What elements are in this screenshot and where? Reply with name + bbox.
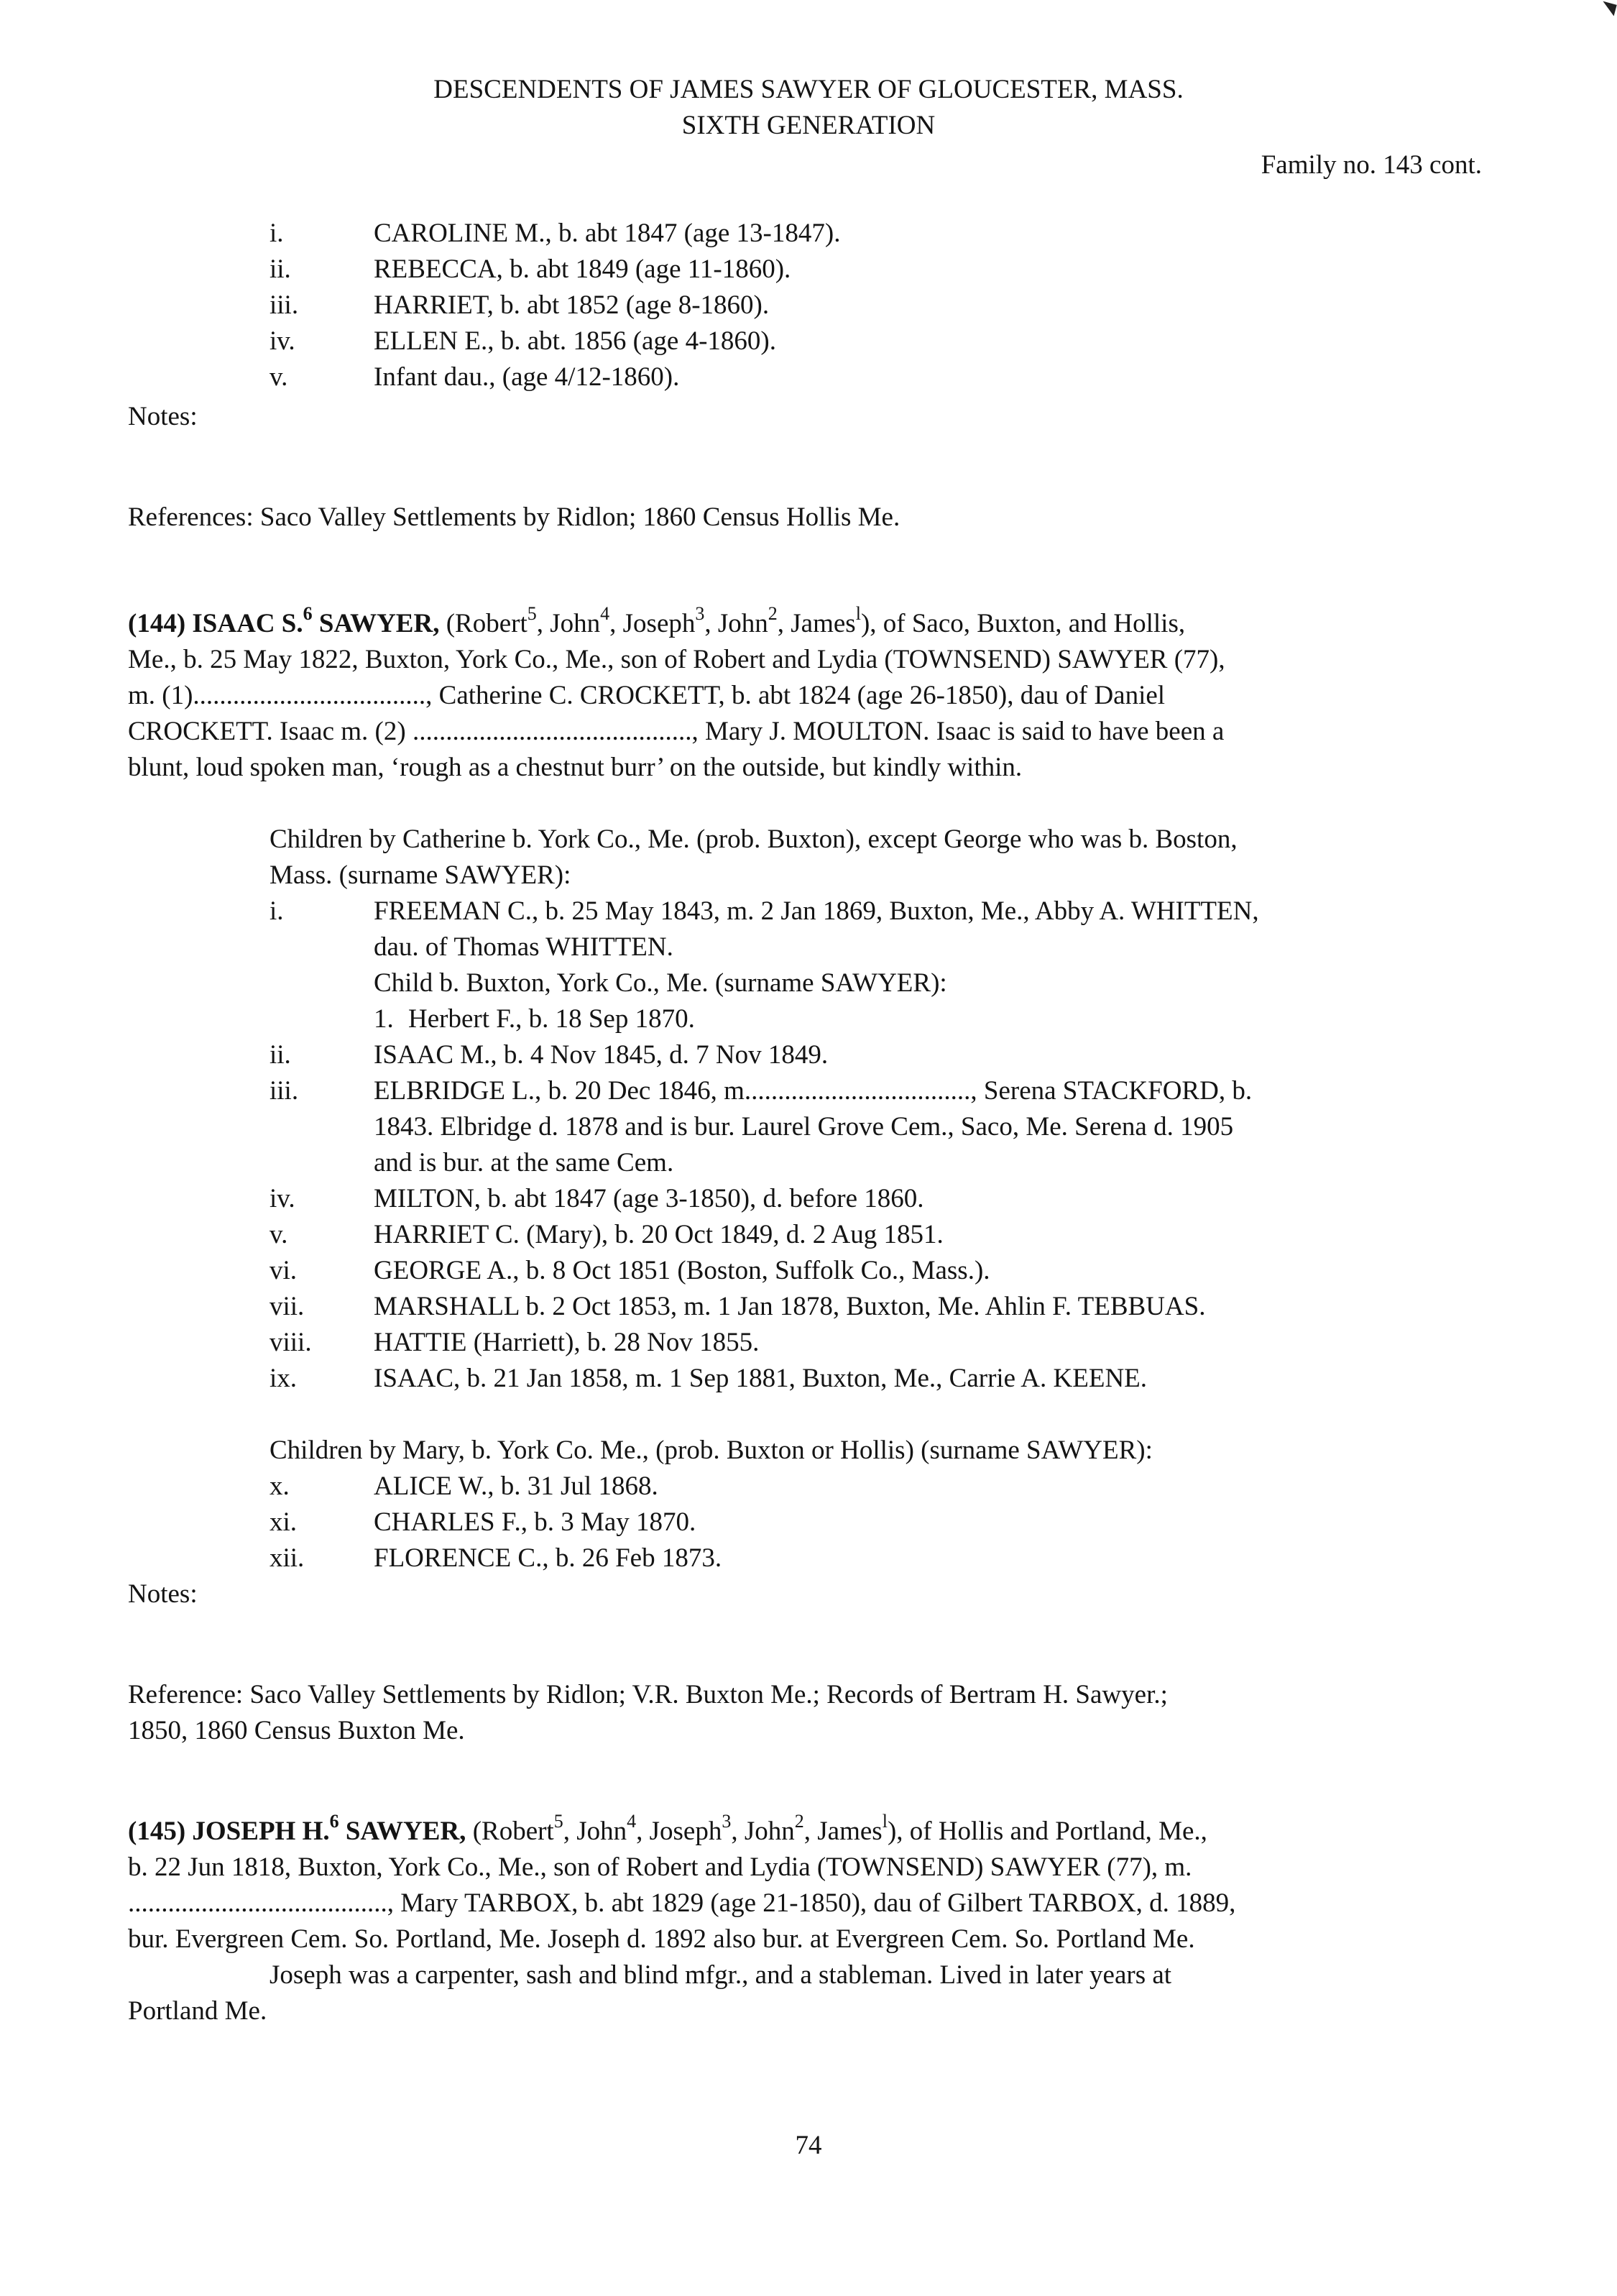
- generation-title: SIXTH GENERATION: [681, 111, 936, 140]
- children-intro: Children by Catherine b. York Co., Me. (prob. Buxton), except George who was b. Boston,: [270, 825, 1238, 854]
- paragraph-line: Me., b. 25 May 1822, Buxton, York Co., Me., son of Robert and Lydia (TOWNSEND) SAWYER (77),: [128, 645, 1225, 674]
- child-number: viii.: [270, 1328, 312, 1357]
- child-entry: CHARLES F., b. 3 May 1870.: [374, 1507, 696, 1537]
- child-entry: Infant dau., (age 4/12-1860).: [374, 362, 680, 392]
- person-name: ISAAC S.: [192, 609, 303, 638]
- child-number: iv.: [270, 326, 295, 356]
- paragraph-line: Portland Me.: [128, 1996, 267, 2026]
- ancestry: [472, 1810, 1207, 1846]
- paragraph-line: blunt, loud spoken man, ‘rough as a chestnut burr’ on the outside, but kindly within.: [128, 753, 1023, 782]
- child-entry: GEORGE A., b. 8 Oct 1851 (Boston, Suffolk Co., Mass.).: [374, 1256, 990, 1285]
- child-number: vii.: [270, 1292, 305, 1321]
- child-number: xii.: [270, 1543, 305, 1573]
- child-number: i.: [270, 219, 284, 248]
- child-entry: MARSHALL b. 2 Oct 1853, m. 1 Jan 1878, Buxton, Me. Ahlin F. TEBBUAS.: [374, 1292, 1206, 1321]
- child-number: xi.: [270, 1507, 298, 1537]
- paragraph-line: bur. Evergreen Cem. So. Portland, Me. Joseph d. 1892 also bur. at Evergreen Cem. So. Portland Me.: [128, 1924, 1195, 1954]
- ancestor-text: , James: [777, 609, 856, 638]
- ancestor-gen: 2: [768, 602, 778, 624]
- ancestor-text: , James: [803, 1817, 883, 1846]
- child-number: ii.: [270, 254, 291, 284]
- ancestor-gen: 4: [600, 602, 610, 624]
- surname: SAWYER,: [345, 1817, 466, 1846]
- notes-label: Notes:: [128, 1579, 198, 1609]
- generation-number: 6: [303, 602, 313, 624]
- child-entry: MILTON, b. abt 1847 (age 3-1850), d. before 1860.: [374, 1184, 924, 1213]
- ancestor-gen: 5: [553, 1810, 563, 1832]
- child-entry: ISAAC M., b. 4 Nov 1845, d. 7 Nov 1849.: [374, 1040, 829, 1070]
- child-entry: REBECCA, b. abt 1849 (age 11-1860).: [374, 254, 791, 284]
- references: References: Saco Valley Settlements by Ridlon; 1860 Census Hollis Me.: [128, 502, 900, 532]
- child-number: ix.: [270, 1364, 298, 1393]
- ancestor-gen: l: [882, 1810, 888, 1832]
- family-145-heading: [128, 1810, 1537, 1850]
- child-number: vi.: [270, 1256, 298, 1285]
- reference-line: 1850, 1860 Census Buxton Me.: [128, 1716, 465, 1745]
- child-entry: ELLEN E., b. abt. 1856 (age 4-1860).: [374, 326, 776, 356]
- child-entry: dau. of Thomas WHITTEN.: [374, 932, 673, 962]
- child-entry: ALICE W., b. 31 Jul 1868.: [374, 1471, 658, 1501]
- family-number: Family no. 143 cont.: [1261, 150, 1482, 180]
- ancestor-text: (Robert: [472, 1817, 554, 1846]
- ancestor-text: , John: [731, 1817, 795, 1846]
- family-144-heading: [128, 602, 1537, 642]
- ancestor-gen: 2: [794, 1810, 804, 1832]
- child-entry: HARRIET C. (Mary), b. 20 Oct 1849, d. 2 Aug 1851.: [374, 1220, 944, 1249]
- paragraph-line: ......................................., Mary TARBOX, b. abt 1829 (age 21-1850), dau of Gilbert TARBOX, d. 1889,: [128, 1888, 1236, 1918]
- child-number: v.: [270, 1220, 288, 1249]
- notes-label: Notes:: [128, 402, 198, 431]
- child-number: iv.: [270, 1184, 295, 1213]
- page-corner-mark: [1600, 1, 1616, 17]
- paragraph-line: Joseph was a carpenter, sash and blind mfgr., and a stableman. Lived in later years at: [270, 1960, 1172, 1990]
- family-id: (145): [128, 1817, 186, 1846]
- child-number: x.: [270, 1471, 290, 1501]
- reference-line: Reference: Saco Valley Settlements by Ridlon; V.R. Buxton Me.; Records of Bertram H. Sawyer.;: [128, 1680, 1168, 1709]
- paragraph-line: CROCKETT. Isaac m. (2) .........................................., Mary J. MOULTON. Isaac is said to have been a: [128, 717, 1225, 746]
- page-number: 74: [795, 2131, 822, 2160]
- ancestor-gen: 4: [627, 1810, 637, 1832]
- child-entry: FREEMAN C., b. 25 May 1843, m. 2 Jan 1869, Buxton, Me., Abby A. WHITTEN,: [374, 896, 1259, 926]
- paragraph-line: m. (1)..................................., Catherine C. CROCKETT, b. abt 1824 (age 26-1850), dau of Daniel: [128, 681, 1166, 710]
- ancestor-text: ), of Saco, Buxton, and Hollis,: [860, 609, 1186, 638]
- grandchild-entry: Herbert F., b. 18 Sep 1870.: [408, 1004, 695, 1034]
- child-number: iii.: [270, 1076, 299, 1106]
- page-title: DESCENDENTS OF JAMES SAWYER OF GLOUCESTER, MASS.: [433, 75, 1184, 104]
- child-entry: HARRIET, b. abt 1852 (age 8-1860).: [374, 290, 770, 320]
- ancestor-text: , Joseph: [609, 609, 696, 638]
- ancestor-text: ), of Hollis and Portland, Me.,: [887, 1817, 1207, 1846]
- generation-number: 6: [329, 1810, 339, 1832]
- family-id: (144): [128, 609, 186, 638]
- ancestor-gen: 3: [695, 602, 705, 624]
- children-intro: Children by Mary, b. York Co. Me., (prob. Buxton or Hollis) (surname SAWYER):: [270, 1436, 1153, 1465]
- child-number: i.: [270, 896, 284, 926]
- ancestor-text: , Joseph: [636, 1817, 722, 1846]
- ancestor-text: , John: [704, 609, 768, 638]
- ancestry: [446, 602, 1186, 638]
- child-entry: ELBRIDGE L., b. 20 Dec 1846, m.................................., Serena STACKFORD, b.: [374, 1076, 1253, 1106]
- child-number: ii.: [270, 1040, 291, 1070]
- ancestor-text: , John: [563, 1817, 627, 1846]
- child-entry: Child b. Buxton, York Co., Me. (surname SAWYER):: [374, 968, 947, 998]
- ancestor-gen: 3: [722, 1810, 732, 1832]
- paragraph-line: b. 22 Jun 1818, Buxton, York Co., Me., son of Robert and Lydia (TOWNSEND) SAWYER (77), m.: [128, 1852, 1192, 1882]
- child-number: v.: [270, 362, 288, 392]
- ancestor-text: , John: [536, 609, 601, 638]
- child-entry: CAROLINE M., b. abt 1847 (age 13-1847).: [374, 219, 841, 248]
- ancestor-gen: 5: [527, 602, 537, 624]
- child-entry: FLORENCE C., b. 26 Feb 1873.: [374, 1543, 722, 1573]
- ancestor-text: (Robert: [446, 609, 528, 638]
- child-entry: ISAAC, b. 21 Jan 1858, m. 1 Sep 1881, Buxton, Me., Carrie A. KEENE.: [374, 1364, 1148, 1393]
- surname: SAWYER,: [318, 609, 440, 638]
- child-number: iii.: [270, 290, 299, 320]
- child-entry: HATTIE (Harriett), b. 28 Nov 1855.: [374, 1328, 760, 1357]
- ancestor-gen: l: [855, 602, 861, 624]
- person-name: JOSEPH H.: [192, 1817, 330, 1846]
- children-intro: Mass. (surname SAWYER):: [270, 860, 571, 890]
- child-entry: and is bur. at the same Cem.: [374, 1148, 674, 1177]
- grandchild-number: 1.: [374, 1004, 394, 1034]
- child-entry: 1843. Elbridge d. 1878 and is bur. Laurel Grove Cem., Saco, Me. Serena d. 1905: [374, 1112, 1234, 1142]
